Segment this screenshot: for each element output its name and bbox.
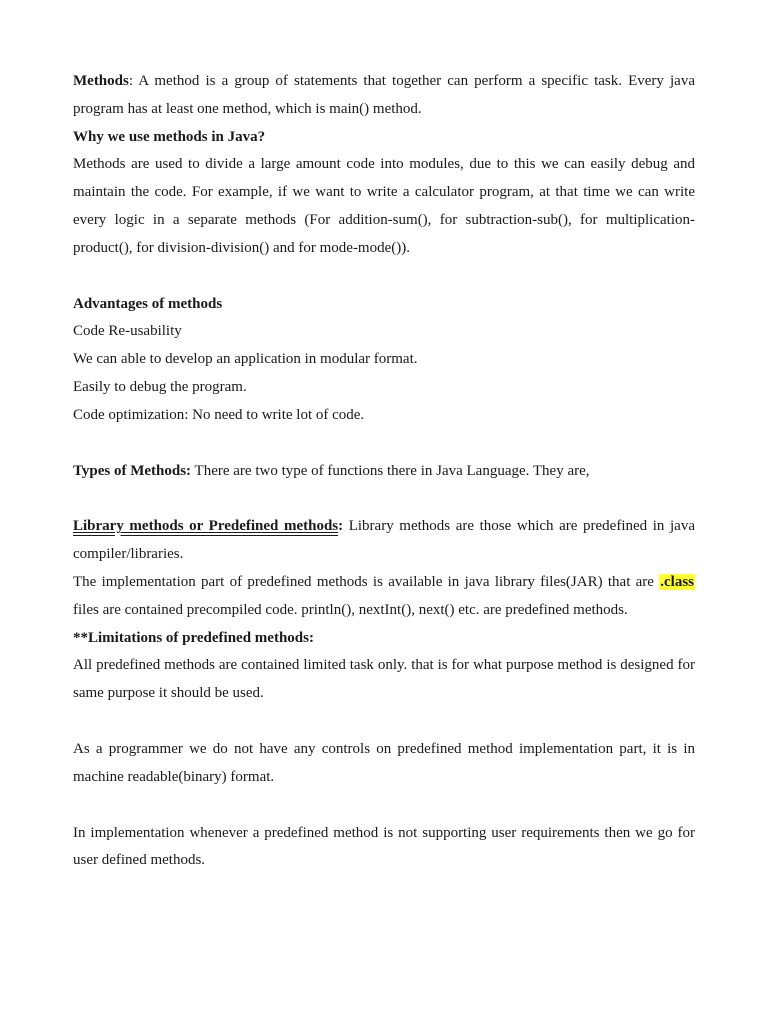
library-text: Library methods are those which are predefined in java compiler/libraries. bbox=[73, 518, 695, 563]
library-heading: Library methods or Predefined methods bbox=[73, 518, 339, 535]
why-heading: Why we use methods in Java? bbox=[73, 128, 266, 145]
advantages-heading: Advantages of methods bbox=[73, 295, 223, 312]
spacer bbox=[73, 430, 695, 458]
types-paragraph bbox=[73, 458, 695, 486]
methods-label: Methods bbox=[73, 73, 129, 89]
limitations-paragraph-3: In implementation whenever a predefined method is not supporting user requirements then we go for user defined methods. bbox=[73, 824, 695, 869]
library-paragraph bbox=[73, 513, 695, 569]
advantage-item: Easily to debug the program. bbox=[73, 378, 247, 395]
advantage-item: Code optimization: No need to write lot of code. bbox=[73, 406, 365, 423]
spacer bbox=[73, 792, 695, 820]
spacer bbox=[73, 708, 695, 736]
types-text: There are two type of functions there in Java Language. They are, bbox=[191, 462, 590, 479]
spacer bbox=[73, 263, 695, 291]
limitations-paragraph-2: As a programmer we do not have any controls on predefined method implementation part, it is in machine readable(binary) format. bbox=[73, 740, 695, 785]
class-highlight: .class bbox=[660, 573, 694, 590]
methods-definition bbox=[73, 68, 695, 124]
advantage-item: Code Re-usability bbox=[73, 323, 182, 340]
implementation-text-before: The implementation part of predefined methods is available in java library files(JAR) that are bbox=[73, 573, 660, 590]
limitations-paragraph-1: All predefined methods are contained limited task only. that is for what purpose method is designed for same purpose it should be used. bbox=[73, 657, 695, 702]
why-paragraph: Methods are used to divide a large amount code into modules, due to this we can easily debug and maintain the code. For example, if we want to write a calculator program, at that time we can write every logic in a separate methods (For addition-sum(), for subtraction-sub(), for multiplication-product(), for division-division() and for mode-mode()). bbox=[73, 156, 695, 256]
implementation-text-after: files are contained precompiled code. println(), nextInt(), next() etc. are predefined methods. bbox=[73, 601, 628, 618]
types-label: Types of Methods: bbox=[73, 462, 192, 479]
spacer bbox=[73, 485, 695, 513]
limitations-heading: **Limitations of predefined methods: bbox=[73, 629, 314, 646]
library-colon: : bbox=[338, 518, 344, 535]
methods-definition-text: : A method is a group of statements that together can perform a specific task. Every java program has at least one method, which is main() method. bbox=[73, 73, 695, 117]
advantage-item: We can able to develop an application in modular format. bbox=[73, 351, 418, 368]
implementation-paragraph bbox=[73, 569, 695, 625]
document-page bbox=[73, 68, 695, 875]
